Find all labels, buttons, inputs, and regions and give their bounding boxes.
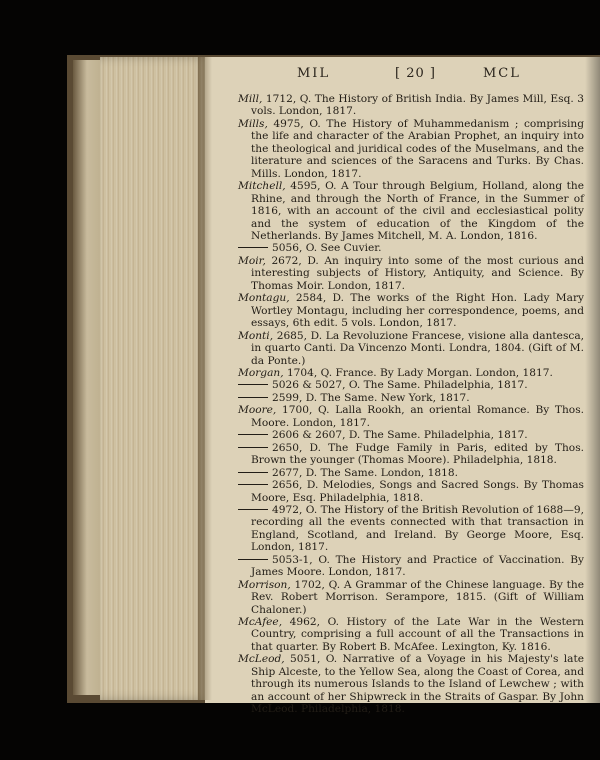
entry-author: Mill, <box>238 93 263 105</box>
catalogue-entry <box>238 93 584 118</box>
page-shadow <box>585 57 600 703</box>
entry-author: McAfee, <box>238 616 283 629</box>
entry-author: Morrison, <box>238 578 291 591</box>
entry-text: 2677, D. The Same. London, 1818. <box>272 466 458 479</box>
entry-author: Moir, <box>238 254 266 267</box>
catalogue-entry <box>238 442 584 467</box>
running-head <box>205 66 600 82</box>
catalogue-entry <box>238 404 584 429</box>
entry-text: 5056, O. See Cuvier. <box>272 242 382 255</box>
entry-author: Monti, <box>238 329 274 342</box>
catalogue-entry <box>238 292 584 329</box>
entry-text: 2599, D. The Same. New York, 1817. <box>272 391 470 404</box>
entry-text: 5051, O. Narrative of a Voyage in his Majesty's late Ship Alceste, to the Yellow Sea, along the Coast of Corea, and through its numerous Islands to the Island of Lewchew ; with an account of her Shipwreck in the Straits of Gaspar. By John McLeod. Philadelphia, 1818. <box>251 653 584 716</box>
ditto-dash <box>238 472 268 473</box>
entry-author: McLeod, <box>238 653 285 666</box>
page-number: [ 20 ] <box>395 66 436 81</box>
catalogue-entry <box>238 467 584 479</box>
ditto-dash <box>238 509 268 510</box>
catalogue-entry <box>238 554 584 579</box>
ditto-dash <box>238 434 268 435</box>
catalogue-entries <box>238 93 584 716</box>
entry-author: Morgan, <box>238 366 284 379</box>
ditto-dash <box>238 247 268 248</box>
ditto-dash <box>238 559 268 560</box>
entry-text: 1702, Q. A Grammar of the Chinese language. By the Rev. Robert Morrison. Serampore, 1815. (Gift of William Chaloner.) <box>251 578 584 616</box>
ditto-dash <box>238 447 268 448</box>
catalogue-entry <box>238 367 584 379</box>
catalogue-entry <box>238 616 584 653</box>
entry-text: 2672, D. An inquiry into some of the most curious and interesting subjects of History, Antiquity, and Science. By Thomas Moir. London, 1817. <box>251 254 584 292</box>
catalogue-entry <box>238 255 584 292</box>
entry-text: 2650, D. The Fudge Family in Paris, edited by Thos. Brown the younger (Thomas Moore). Philadelphia, 1818. <box>251 441 584 467</box>
entry-text: 4962, O. History of the Late War in the Western Country, comprising a full account of all the Transactions in that quarter. By Robert B. McAfee. Lexington, Ky. 1816. <box>251 616 584 653</box>
entry-text: 4975, O. The History of Muhammedanism ; comprising the life and character of the Arabian Prophet, an inquiry into the theological and juridical codes of the Muselmans, and the literature and sciences of the Saracens and Turks. By Chas. Mills. London, 1817. <box>251 117 584 180</box>
catalogue-entry <box>238 429 584 441</box>
catalogue-entry <box>238 653 584 715</box>
catalogue-entry <box>238 579 584 616</box>
ditto-dash <box>238 397 268 398</box>
catalogue-entry <box>238 504 584 554</box>
catalogue-entry <box>238 118 584 180</box>
entry-author: Mills, <box>238 117 268 130</box>
entry-text: 4972, O. The History of the British Revolution of 1688—9, recording all the events connected with that transaction in England, Scotland, and Ireland. By George Moore, Esq. London, 1817. <box>251 503 584 554</box>
catalogue-entry <box>238 242 584 254</box>
running-head-right: MCL <box>483 66 521 81</box>
entry-text: 2656, D. Melodies, Songs and Sacred Songs. By Thomas Moore, Esq. Philadelphia, 1818. <box>251 479 584 504</box>
catalogue-entry <box>238 330 584 367</box>
running-head-left: MIL <box>297 66 331 81</box>
entry-author: Mitchell, <box>238 180 286 193</box>
entry-text: 5026 & 5027, O. The Same. Philadelphia, 1817. <box>272 379 528 392</box>
entry-text: 2584, D. The works of the Right Hon. Lady Mary Wortley Montagu, including her correspondence, poems, and essays, 6th edit. 5 vols. London, 1817. <box>251 292 584 330</box>
ditto-dash <box>238 384 268 385</box>
catalogue-entry <box>238 392 584 404</box>
entry-text: 1712, Q. The History of British India. By James Mill, Esq. 3 vols. London, 1817. <box>251 93 584 118</box>
entry-text: 4595, O. A Tour through Belgium, Holland, along the Rhine, and through the North of France, in the Summer of 1816, with an account of the civil and ecclesiastical polity and the system of education of the Kingdom of the Netherlands. By James Mitchell, M. A. London, 1816. <box>251 180 584 242</box>
ditto-dash <box>238 484 268 485</box>
page-gutter <box>198 57 212 700</box>
entry-text: 1704, Q. France. By Lady Morgan. London, 1817. <box>283 366 553 379</box>
entry-text: 5053-1, O. The History and Practice of Vaccination. By James Moore. London, 1817. <box>251 553 584 579</box>
entry-text: 2606 & 2607, D. The Same. Philadelphia, 1817. <box>272 429 528 442</box>
entry-author: Montagu, <box>238 292 290 305</box>
page-edges <box>100 57 208 700</box>
catalogue-entry <box>238 180 584 242</box>
catalogue-entry <box>238 479 584 504</box>
entry-author: Moore, <box>238 404 277 417</box>
entry-text: 1700, Q. Lalla Rookh, an oriental Romance. By Thos. Moore. London, 1817. <box>251 404 584 429</box>
catalogue-entry <box>238 379 584 391</box>
entry-text: 2685, D. La Revoluzione Francese, visione alla dantesca, in quarto Canti. Da Vincenzo Monti. Londra, 1804. (Gift of M. da Ponte.) <box>251 329 584 367</box>
